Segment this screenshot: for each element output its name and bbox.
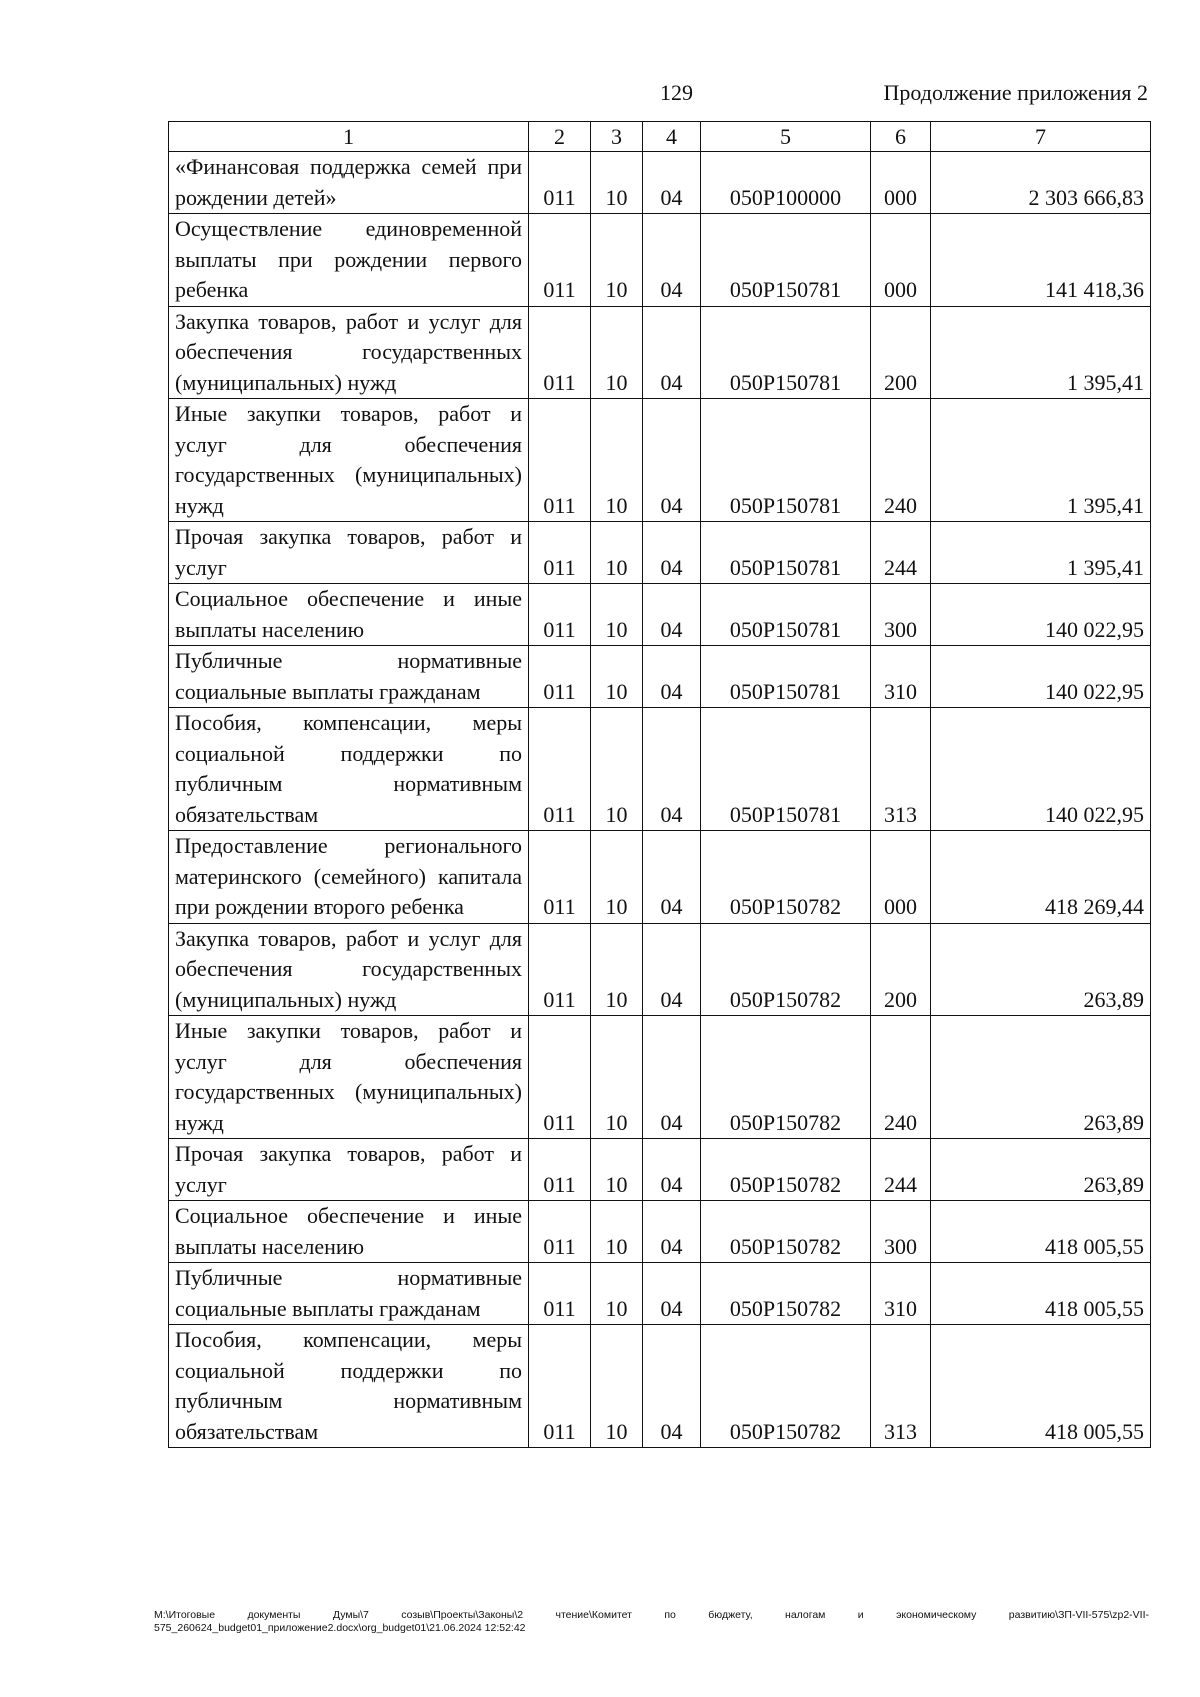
column-header: 2 [529,122,591,152]
section-code-cell: 10 [591,522,643,584]
ministry-code-cell: 011 [529,214,591,307]
expense-name-cell: Социальное обеспечение и иные выплаты населению [169,1201,529,1263]
table-row [169,584,1151,646]
amount-cell: 140 022,95 [931,646,1151,708]
section-code-cell: 10 [591,646,643,708]
amount-cell: 263,89 [931,1016,1151,1139]
document-path-footer: М:\Итоговые документы Думы\7 созыв\Проекты\Законы\2 чтение\Комитет по бюджету, налогам и экономическому развитию\ЗП-VII-575\zp2-VII-575_260624_budget01_приложение2.docx\org_budget01\21.06.2024 12:52:42 [154,1609,1149,1634]
section-code-cell: 10 [591,214,643,307]
subsection-code-cell: 04 [643,1325,701,1448]
target-article-cell: 050P100000 [701,152,871,214]
expense-name-cell: Социальное обеспечение и иные выплаты населению [169,584,529,646]
column-header: 6 [871,122,931,152]
amount-cell: 263,89 [931,923,1151,1016]
column-header: 7 [931,122,1151,152]
table-row [169,522,1151,584]
table-row [169,923,1151,1016]
subsection-code-cell: 04 [643,708,701,831]
column-header: 5 [701,122,871,152]
expense-type-cell: 244 [871,1139,931,1201]
amount-cell: 140 022,95 [931,584,1151,646]
expense-name-cell: Иные закупки товаров, работ и услуг для обеспечения государственных (муниципальных) нужд [169,1016,529,1139]
column-header: 4 [643,122,701,152]
subsection-code-cell: 04 [643,522,701,584]
ministry-code-cell: 011 [529,1201,591,1263]
section-code-cell: 10 [591,1263,643,1325]
table-row [169,831,1151,924]
subsection-code-cell: 04 [643,306,701,399]
subsection-code-cell: 04 [643,1016,701,1139]
subsection-code-cell: 04 [643,923,701,1016]
section-code-cell: 10 [591,1139,643,1201]
ministry-code-cell: 011 [529,646,591,708]
ministry-code-cell: 011 [529,1325,591,1448]
target-article-cell: 050P150782 [701,1016,871,1139]
table-row [169,152,1151,214]
amount-cell: 141 418,36 [931,214,1151,307]
ministry-code-cell: 011 [529,1016,591,1139]
amount-cell: 418 005,55 [931,1263,1151,1325]
ministry-code-cell: 011 [529,708,591,831]
table-row [169,1263,1151,1325]
subsection-code-cell: 04 [643,214,701,307]
expense-name-cell: Осуществление единовременной выплаты при рождении первого ребенка [169,214,529,307]
expense-name-cell: Предоставление регионального материнского (семейного) капитала при рождении второго ребенка [169,831,529,924]
column-header: 3 [591,122,643,152]
table-row [169,306,1151,399]
ministry-code-cell: 011 [529,584,591,646]
expense-type-cell: 313 [871,1325,931,1448]
expense-type-cell: 310 [871,646,931,708]
expense-name-cell: Пособия, компенсации, меры социальной поддержки по публичным нормативным обязательствам [169,1325,529,1448]
expense-name-cell: Публичные нормативные социальные выплаты гражданам [169,646,529,708]
expense-type-cell: 313 [871,708,931,831]
target-article-cell: 050P150781 [701,214,871,307]
ministry-code-cell: 011 [529,831,591,924]
expense-name-cell: «Финансовая поддержка семей при рождении детей» [169,152,529,214]
target-article-cell: 050P150781 [701,708,871,831]
expense-type-cell: 000 [871,831,931,924]
table-header-row [169,122,1151,152]
section-code-cell: 10 [591,399,643,522]
ministry-code-cell: 011 [529,1139,591,1201]
subsection-code-cell: 04 [643,646,701,708]
table-row [169,214,1151,307]
expense-name-cell: Пособия, компенсации, меры социальной поддержки по публичным нормативным обязательствам [169,708,529,831]
target-article-cell: 050P150781 [701,399,871,522]
section-code-cell: 10 [591,584,643,646]
section-code-cell: 10 [591,708,643,831]
target-article-cell: 050P150781 [701,584,871,646]
expense-type-cell: 244 [871,522,931,584]
target-article-cell: 050P150781 [701,646,871,708]
amount-cell: 1 395,41 [931,522,1151,584]
target-article-cell: 050P150782 [701,1139,871,1201]
expense-type-cell: 200 [871,923,931,1016]
subsection-code-cell: 04 [643,152,701,214]
table-row [169,399,1151,522]
table-row [169,1325,1151,1448]
expense-name-cell: Публичные нормативные социальные выплаты гражданам [169,1263,529,1325]
expense-type-cell: 300 [871,1201,931,1263]
amount-cell: 1 395,41 [931,399,1151,522]
section-code-cell: 10 [591,152,643,214]
amount-cell: 418 269,44 [931,831,1151,924]
section-code-cell: 10 [591,923,643,1016]
appendix-continuation-label: Продолжение приложения 2 [883,80,1148,105]
target-article-cell: 050P150782 [701,923,871,1016]
table-row [169,646,1151,708]
ministry-code-cell: 011 [529,1263,591,1325]
expense-type-cell: 000 [871,214,931,307]
subsection-code-cell: 04 [643,1263,701,1325]
target-article-cell: 050P150781 [701,522,871,584]
ministry-code-cell: 011 [529,152,591,214]
expense-name-cell: Закупка товаров, работ и услуг для обеспечения государственных (муниципальных) нужд [169,923,529,1016]
expense-type-cell: 310 [871,1263,931,1325]
amount-cell: 418 005,55 [931,1201,1151,1263]
target-article-cell: 050P150782 [701,831,871,924]
subsection-code-cell: 04 [643,584,701,646]
expense-name-cell: Прочая закупка товаров, работ и услуг [169,1139,529,1201]
section-code-cell: 10 [591,1016,643,1139]
expense-name-cell: Иные закупки товаров, работ и услуг для обеспечения государственных (муниципальных) нужд [169,399,529,522]
subsection-code-cell: 04 [643,1139,701,1201]
page-number: 129 [660,80,693,105]
expense-type-cell: 200 [871,306,931,399]
amount-cell: 2 303 666,83 [931,152,1151,214]
expense-type-cell: 000 [871,152,931,214]
expense-type-cell: 240 [871,1016,931,1139]
target-article-cell: 050P150781 [701,306,871,399]
amount-cell: 1 395,41 [931,306,1151,399]
section-code-cell: 10 [591,306,643,399]
section-code-cell: 10 [591,1325,643,1448]
amount-cell: 418 005,55 [931,1325,1151,1448]
subsection-code-cell: 04 [643,1201,701,1263]
table-body [169,152,1151,1448]
table-row [169,1016,1151,1139]
table-row [169,1139,1151,1201]
amount-cell: 140 022,95 [931,708,1151,831]
amount-cell: 263,89 [931,1139,1151,1201]
expense-type-cell: 300 [871,584,931,646]
target-article-cell: 050P150782 [701,1263,871,1325]
table-row [169,1201,1151,1263]
column-header: 1 [169,122,529,152]
table-row [169,708,1151,831]
section-code-cell: 10 [591,831,643,924]
ministry-code-cell: 011 [529,923,591,1016]
subsection-code-cell: 04 [643,399,701,522]
ministry-code-cell: 011 [529,306,591,399]
section-code-cell: 10 [591,1201,643,1263]
expense-name-cell: Закупка товаров, работ и услуг для обеспечения государственных (муниципальных) нужд [169,306,529,399]
target-article-cell: 050P150782 [701,1201,871,1263]
budget-table [168,121,1151,1448]
target-article-cell: 050P150782 [701,1325,871,1448]
ministry-code-cell: 011 [529,522,591,584]
expense-name-cell: Прочая закупка товаров, работ и услуг [169,522,529,584]
expense-type-cell: 240 [871,399,931,522]
subsection-code-cell: 04 [643,831,701,924]
ministry-code-cell: 011 [529,399,591,522]
